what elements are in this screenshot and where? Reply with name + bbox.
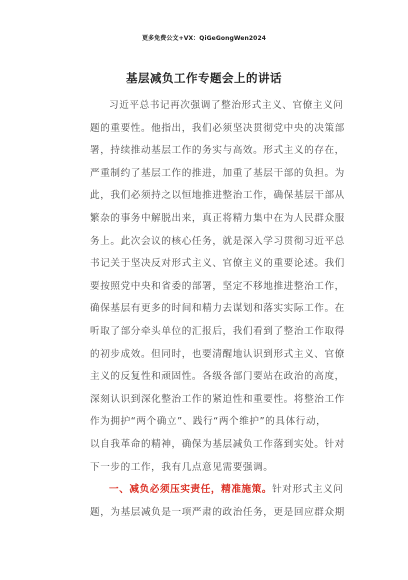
paragraph-line: 作为拥护“两个确立”、践行“两个维护”的具体行动， xyxy=(90,416,327,428)
paragraph-line: 要按照党中央和省委的部署，坚定不移地推进整治工作， xyxy=(90,280,345,292)
paragraph-line: 此，我们必须持之以恒地推进整治工作，确保基层干部从 xyxy=(90,190,345,202)
paragraph-line: 繁杂的事务中解脱出来，真正将精力集中在为人民群众服 xyxy=(90,212,345,224)
paragraph-line: 深刻认识到深化整治工作的紧迫性和重要性。将整治工作 xyxy=(90,393,345,405)
paragraph-line: 题的重要性。他指出，我们必须坚决贯彻党中央的决策部 xyxy=(90,122,345,134)
section-heading-continuation: 针对形式主义问 xyxy=(272,484,344,496)
paragraph-line: 书记关于坚决反对形式主义、官僚主义的重要论述。我们 xyxy=(90,258,345,270)
paragraph-line: 的初步成效。但同时，也要清醒地认识到形式主义、官僚 xyxy=(90,348,345,360)
paragraph-line: 确保基层有更多的时间和精力去谋划和落实实际工作。在 xyxy=(90,303,345,315)
section-heading-line xyxy=(90,479,344,502)
paragraph-line: 主义的反复性和顽固性。各级各部门要站在政治的高度， xyxy=(90,371,345,383)
document-title: 基层减负工作专题会上的讲话 xyxy=(126,71,282,85)
paragraph-line: 署，持续推动基层工作的务实与高效。形式主义的存在， xyxy=(90,145,345,157)
document-body xyxy=(90,95,345,524)
section-heading: 一、减负必须压实责任，精准施策。 xyxy=(109,484,273,496)
paragraph-line: 题，为基层减负是一项严肃的政治任务，更是回应群众期 xyxy=(90,506,345,518)
header-note: 更多免费公文+VX：QiGeGongWen2024 xyxy=(141,35,266,42)
paragraph-line: 务上。此次会议的核心任务，就是深入学习贯彻习近平总 xyxy=(90,235,345,247)
paragraph-line: 习近平总书记再次强调了整治形式主义、官僚主义问 xyxy=(109,100,344,111)
paragraph-line: 以自我革命的精神，确保为基层减负工作落到实处。针对 xyxy=(90,438,345,450)
paragraph-line: 下一步的工作，我有几点意见需要强调。 xyxy=(90,461,274,473)
paragraph-line: 听取了部分牵头单位的汇报后，我们看到了整治工作取得 xyxy=(90,325,345,337)
paragraph-line: 严重制约了基层工作的推进，加重了基层干部的负担。为 xyxy=(90,167,345,179)
